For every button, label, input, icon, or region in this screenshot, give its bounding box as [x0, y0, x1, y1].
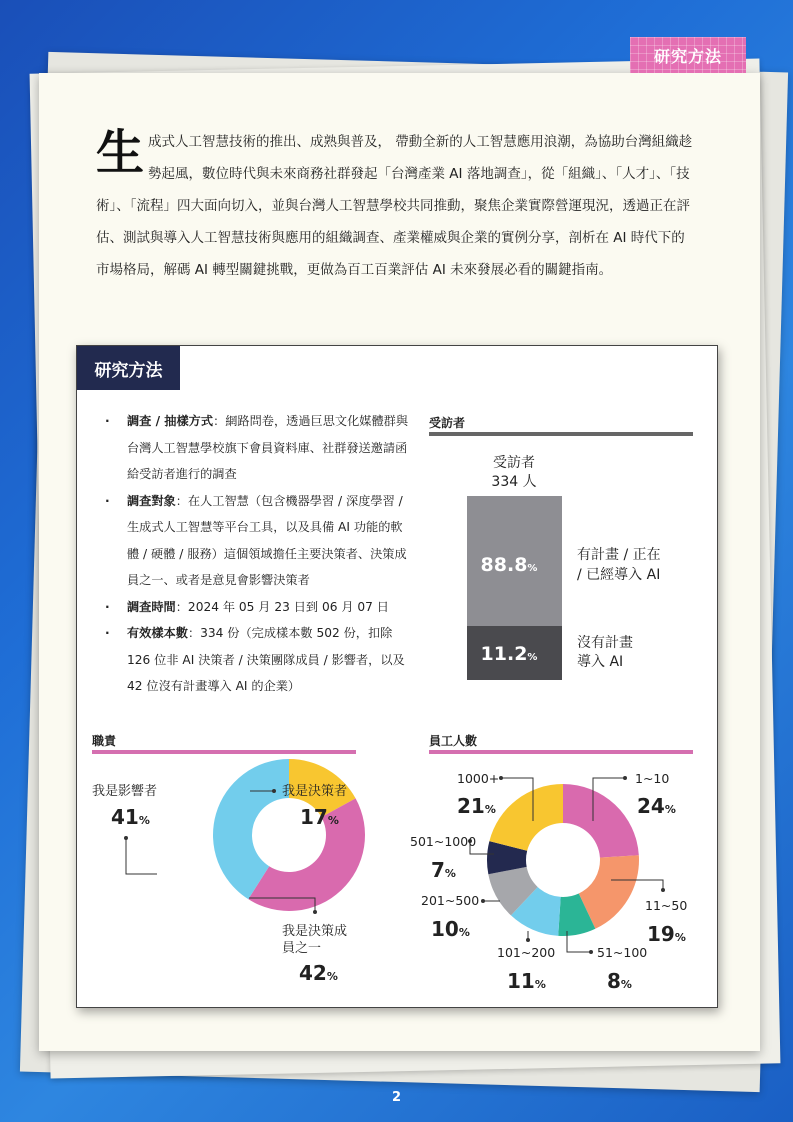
respondents-heading: 受訪者 — [429, 416, 466, 430]
emp-pct-11-50: 19% — [647, 922, 686, 946]
bar-not-planned-value: 11.2% — [480, 643, 538, 665]
emp-label-501-1000: 501~1000 — [410, 834, 477, 849]
total-label: 受訪者 — [493, 455, 535, 471]
bar-not-planned-label-2: 導入 AI — [577, 654, 624, 670]
respondents-rule — [429, 432, 693, 436]
research-method-box — [76, 345, 718, 1008]
emp-pct-51-100: 8% — [607, 969, 632, 993]
employees-rule — [429, 750, 693, 754]
emp-pct-501-1000: 7% — [431, 858, 456, 882]
item-key: 調查對象 — [127, 493, 176, 508]
list-item — [105, 620, 413, 700]
donut-slice-1-10 — [563, 784, 639, 858]
role-pct-influencer: 41% — [111, 805, 150, 829]
item-key: 調查時間 — [127, 599, 176, 614]
roles-heading: 職責 — [92, 734, 117, 748]
item-text: ：在人工智慧（包含機器學習 / 深度學習 / 生成式人工智慧等平台工具，以及具備 AI 功能的軟體 / 硬體 / 服務）這個領域擔任主要決策者、決策成員之一、或者是意見會影響決策者 — [127, 493, 407, 587]
respondents-chart — [429, 442, 699, 692]
emp-label-11-50: 11~50 — [645, 898, 688, 913]
leader-dot — [272, 789, 276, 793]
bar-planned-label-2: / 已經導入 AI — [577, 567, 661, 583]
emp-label-51-100: 51~100 — [597, 945, 648, 960]
leader-dot — [124, 836, 128, 840]
section-tag: 研究方法 — [630, 37, 746, 73]
roles-donut-chart — [77, 758, 397, 998]
item-key: 調查 / 抽樣方式 — [127, 414, 214, 428]
list-item — [105, 594, 413, 621]
role-label-decision-member-1: 我是決策成 — [282, 924, 348, 939]
method-list — [105, 408, 413, 700]
role-label-decision-maker: 我是決策者 — [282, 784, 348, 799]
emp-label-201-500: 201~500 — [421, 893, 480, 908]
leader-line-influencer — [126, 838, 157, 874]
role-label-influencer: 我是影響者 — [92, 784, 158, 799]
donut-slice-1000-plus — [489, 784, 563, 851]
role-pct-decision-member: 42% — [299, 961, 338, 985]
leader-dot — [499, 776, 503, 780]
leader-dot — [661, 888, 665, 892]
intro-text: 成式人工智慧技術的推出、成熟與普及， 帶動全新的人工智慧應用浪潮，為協助台灣組織趁勢起風，數位時代與未來商務社群發起「台灣產業 AI 落地調查」，從「組織」、「人才」、「技術」、「流程」四大面向切入，並與台灣人工智慧學校共同推動，聚焦企業實際營運現況，透過正在評估、測試與導入人工智慧技術與應用的組織調查、產業權威與企業的實例分享，剖析在 AI 時代下的市場格局，解碼 AI 轉型關鍵挑戰，更做為百工百業評估 AI 未來發展必看的關鍵指南。 — [96, 134, 693, 278]
item-text: ：334 份（完成樣本數 502 份，扣除 126 位非 AI 決策者 / 決策團隊成員 / 影響者，以及 42 位沒有計畫導入 AI 的企業） — [127, 626, 405, 693]
list-item — [105, 488, 413, 594]
box-title: 研究方法 — [77, 346, 180, 390]
total-value: 334 人 — [491, 474, 537, 490]
emp-label-101-200: 101~200 — [497, 945, 556, 960]
emp-label-1-10: 1~10 — [635, 771, 670, 786]
list-item — [105, 408, 413, 488]
intro-paragraph — [96, 126, 696, 286]
emp-pct-201-500: 10% — [431, 917, 470, 941]
leader-dot — [589, 950, 593, 954]
page-number: 2 — [391, 1090, 402, 1105]
emp-pct-101-200: 11% — [507, 969, 546, 993]
role-pct-decision-maker: 17% — [300, 805, 339, 829]
emp-label-1000-plus: 1000+ — [457, 771, 500, 786]
bar-planned-label-1: 有計畫 / 正在 — [577, 547, 661, 563]
employees-heading: 員工人數 — [429, 734, 478, 748]
item-text: ：2024 年 05 月 23 日到 06 月 07 日 — [175, 599, 389, 614]
employees-donut-chart — [397, 758, 719, 998]
emp-pct-1-10: 24% — [637, 794, 676, 818]
bar-planned-value: 88.8% — [480, 554, 538, 576]
item-key: 有效樣本數 — [127, 626, 188, 640]
roles-rule — [92, 750, 356, 754]
leader-dot — [623, 776, 627, 780]
emp-pct-1000-plus: 21% — [457, 794, 496, 818]
leader-dot — [481, 899, 485, 903]
leader-dot — [526, 938, 530, 942]
item-text: ：網路問卷，透過巨思文化媒體群與台灣人工智慧學校旗下會員資料庫、社群發送邀請函給受訪者進行的調查 — [127, 414, 409, 481]
role-label-decision-member-2: 員之一 — [282, 941, 322, 956]
drop-cap: 生 — [96, 125, 145, 181]
bar-not-planned-label-1: 沒有計畫 — [577, 635, 633, 651]
leader-dot — [313, 910, 317, 914]
